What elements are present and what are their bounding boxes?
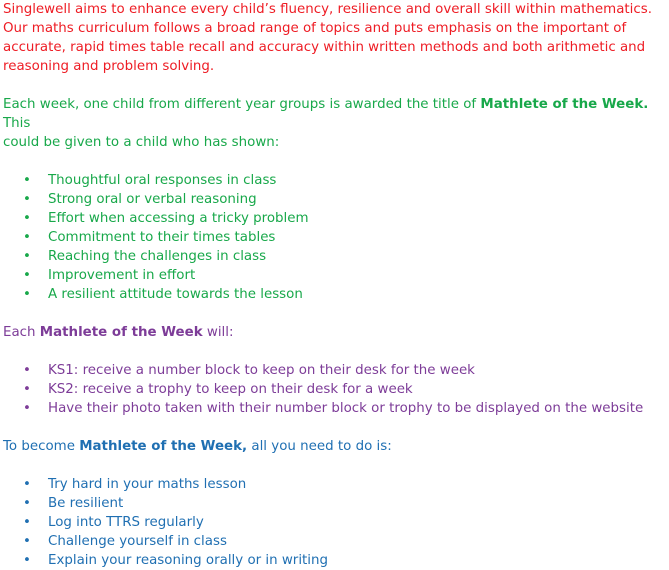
list-item: • A resilient attitude towards the lesson [3,285,669,304]
rewards-list [3,361,669,418]
list-item: • Improvement in effort [3,266,669,285]
become-title: Mathlete of the Week, [79,439,248,454]
list-item: • Reaching the challenges in class [3,247,669,266]
award-line-2: could be given to a child who has shown: [3,135,280,150]
intro-paragraph [3,0,669,76]
rewards-title: Mathlete of the Week [39,325,203,340]
become-list [3,475,669,570]
list-item: • Be resilient [3,494,669,513]
list-item: • Challenge yourself in class [3,532,669,551]
list-item: • Try hard in your maths lesson [3,475,669,494]
become-heading: To become Mathlete of the Week, all you need to do is: [3,439,392,454]
award-section [3,95,669,304]
list-item: • Log into TTRS regularly [3,513,669,532]
intro-line-1: Singlewell aims to enhance every child’s fluency, resilience and overall skill within mathematics. [3,2,652,17]
rewards-section [3,323,669,418]
intro-line-2: Our maths curriculum follows a broad range of topics and puts emphasis on the important of [3,21,627,36]
intro-line-3: accurate, rapid times table recall and accuracy within written methods and both arithmetic and [3,40,646,55]
award-title: Mathlete of the Week. [480,97,649,112]
rewards-heading: Each Mathlete of the Week will: [3,325,234,340]
list-item: • Effort when accessing a tricky problem [3,209,669,228]
list-item: • KS1: receive a number block to keep on their desk for the week [3,361,669,380]
list-item: • KS2: receive a trophy to keep on their desk for a week [3,380,669,399]
award-line-1: Each week, one child from different year groups is awarded the title of Mathlete of the Week. This [3,97,649,131]
list-item: • Strong oral or verbal reasoning [3,190,669,209]
intro-line-4: reasoning and problem solving. [3,59,215,74]
become-section [3,437,669,570]
list-item: • Commitment to their times tables [3,228,669,247]
list-item: • Thoughtful oral responses in class [3,171,669,190]
award-criteria-list [3,171,669,304]
list-item: • Explain your reasoning orally or in writing [3,551,669,570]
list-item: • Have their photo taken with their number block or trophy to be displayed on the website [3,399,669,418]
